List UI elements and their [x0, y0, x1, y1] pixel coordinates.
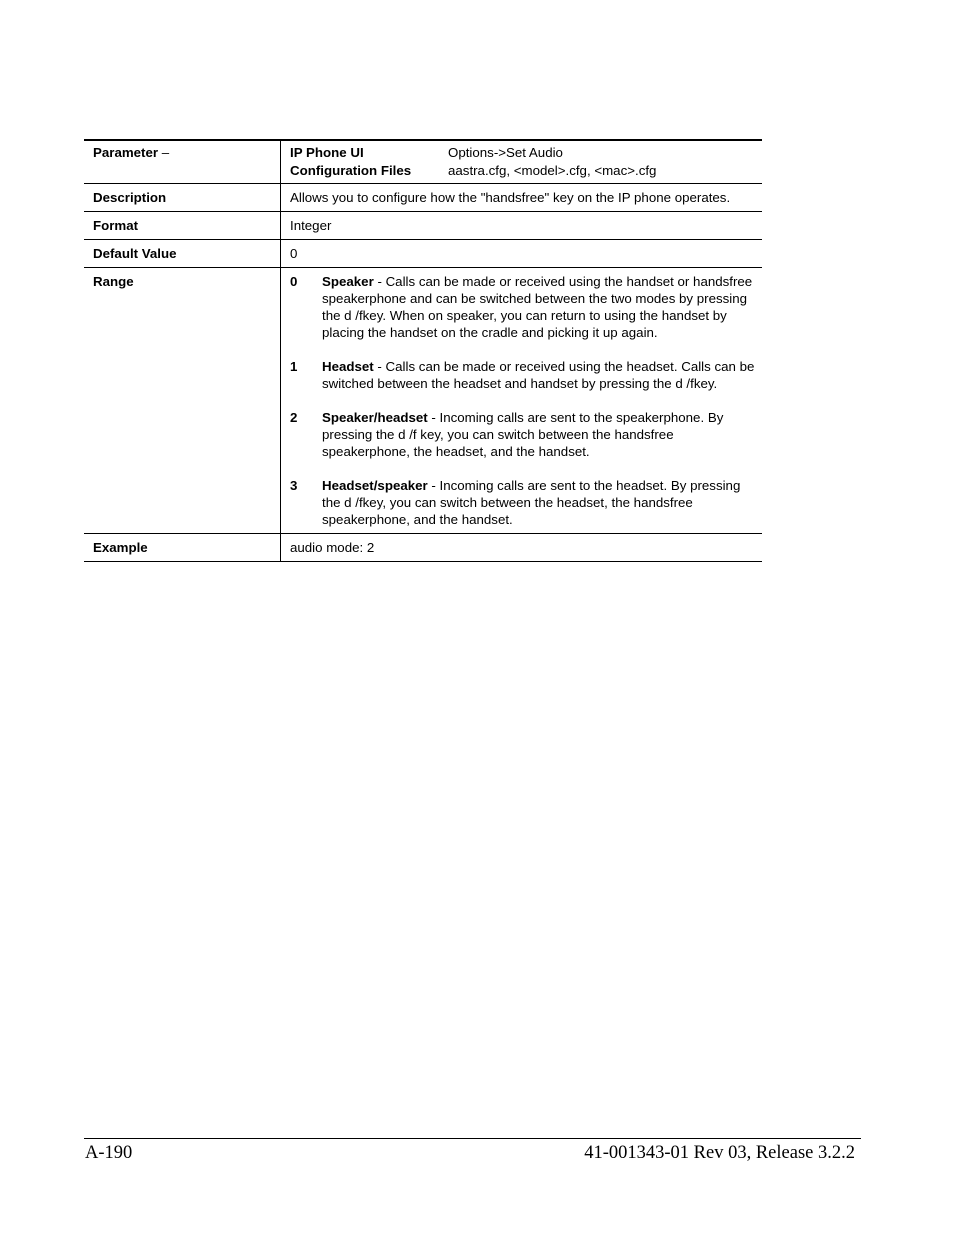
ip-phone-ui-key: IP Phone UI	[290, 145, 364, 160]
config-files-value: aastra.cfg, <model>.cfg, <mac>.cfg	[448, 163, 657, 178]
config-files-key: Configuration Files	[290, 163, 412, 178]
range-item-body	[322, 409, 756, 460]
parameter-table	[84, 139, 762, 562]
default-value-value: 0	[281, 240, 763, 268]
description-value: Allows you to configure how the "handsfree" key on the IP phone operates.	[281, 184, 763, 212]
range-item-number: 2	[290, 410, 298, 425]
range-item-body	[322, 477, 756, 528]
range-item-body	[322, 273, 756, 341]
range-item	[290, 273, 756, 341]
parameter-label-cell	[84, 140, 281, 184]
range-item-number: 1	[290, 359, 298, 374]
parameter-value-cell	[281, 140, 763, 184]
table-row	[84, 140, 762, 184]
range-item	[290, 477, 756, 528]
format-label: Format	[84, 212, 281, 240]
parameter-label: Parameter	[93, 145, 159, 160]
parameter-details	[290, 144, 756, 179]
description-label: Description	[84, 184, 281, 212]
range-item-text: - Calls can be made or received using the handset or handsfree speakerphone and can be switched between the two modes by pressing the d /fkey. When on speaker, you can return to using the handset by placing the handset on the cradle and picking it up again.	[322, 274, 753, 340]
document-id: 41-001343-01 Rev 03, Release 3.2.2	[584, 1143, 855, 1163]
table-row	[84, 212, 762, 240]
range-item-number: 0	[290, 274, 298, 289]
table-row	[84, 184, 762, 212]
range-item	[290, 409, 756, 460]
range-item-text: - Incoming calls are sent to the headset. By pressing the d /fkey, you can switch between the headset, the handsfree speakerphone, and the handset.	[322, 478, 741, 527]
table-row	[84, 240, 762, 268]
range-label: Range	[84, 268, 281, 534]
table-row	[84, 534, 762, 562]
range-item-name: Headset/speaker	[322, 478, 428, 493]
range-item-body	[322, 358, 756, 392]
table-row	[84, 268, 762, 534]
range-item-name: Speaker	[322, 274, 374, 289]
parameter-dash: –	[158, 145, 170, 160]
range-item-name: Speaker/headset	[322, 410, 428, 425]
page-number: A-190	[85, 1143, 133, 1163]
default-value-label: Default Value	[84, 240, 281, 268]
example-label: Example	[84, 534, 281, 562]
range-value-cell	[281, 268, 763, 534]
range-item-text: - Incoming calls are sent to the speakerphone. By pressing the d /f key, you can switch between the handsfree speakerphone, the headset, and the handset.	[322, 410, 724, 459]
range-item	[290, 358, 756, 392]
example-value: audio mode: 2	[281, 534, 763, 562]
range-item-number: 3	[290, 478, 298, 493]
range-item-text: - Calls can be made or received using the headset. Calls can be switched between the headset and handset by pressing the d /fkey.	[322, 359, 755, 391]
range-item-name: Headset	[322, 359, 374, 374]
format-value: Integer	[281, 212, 763, 240]
footer-divider	[84, 1138, 861, 1139]
ip-phone-ui-value: Options->Set Audio	[448, 145, 563, 160]
